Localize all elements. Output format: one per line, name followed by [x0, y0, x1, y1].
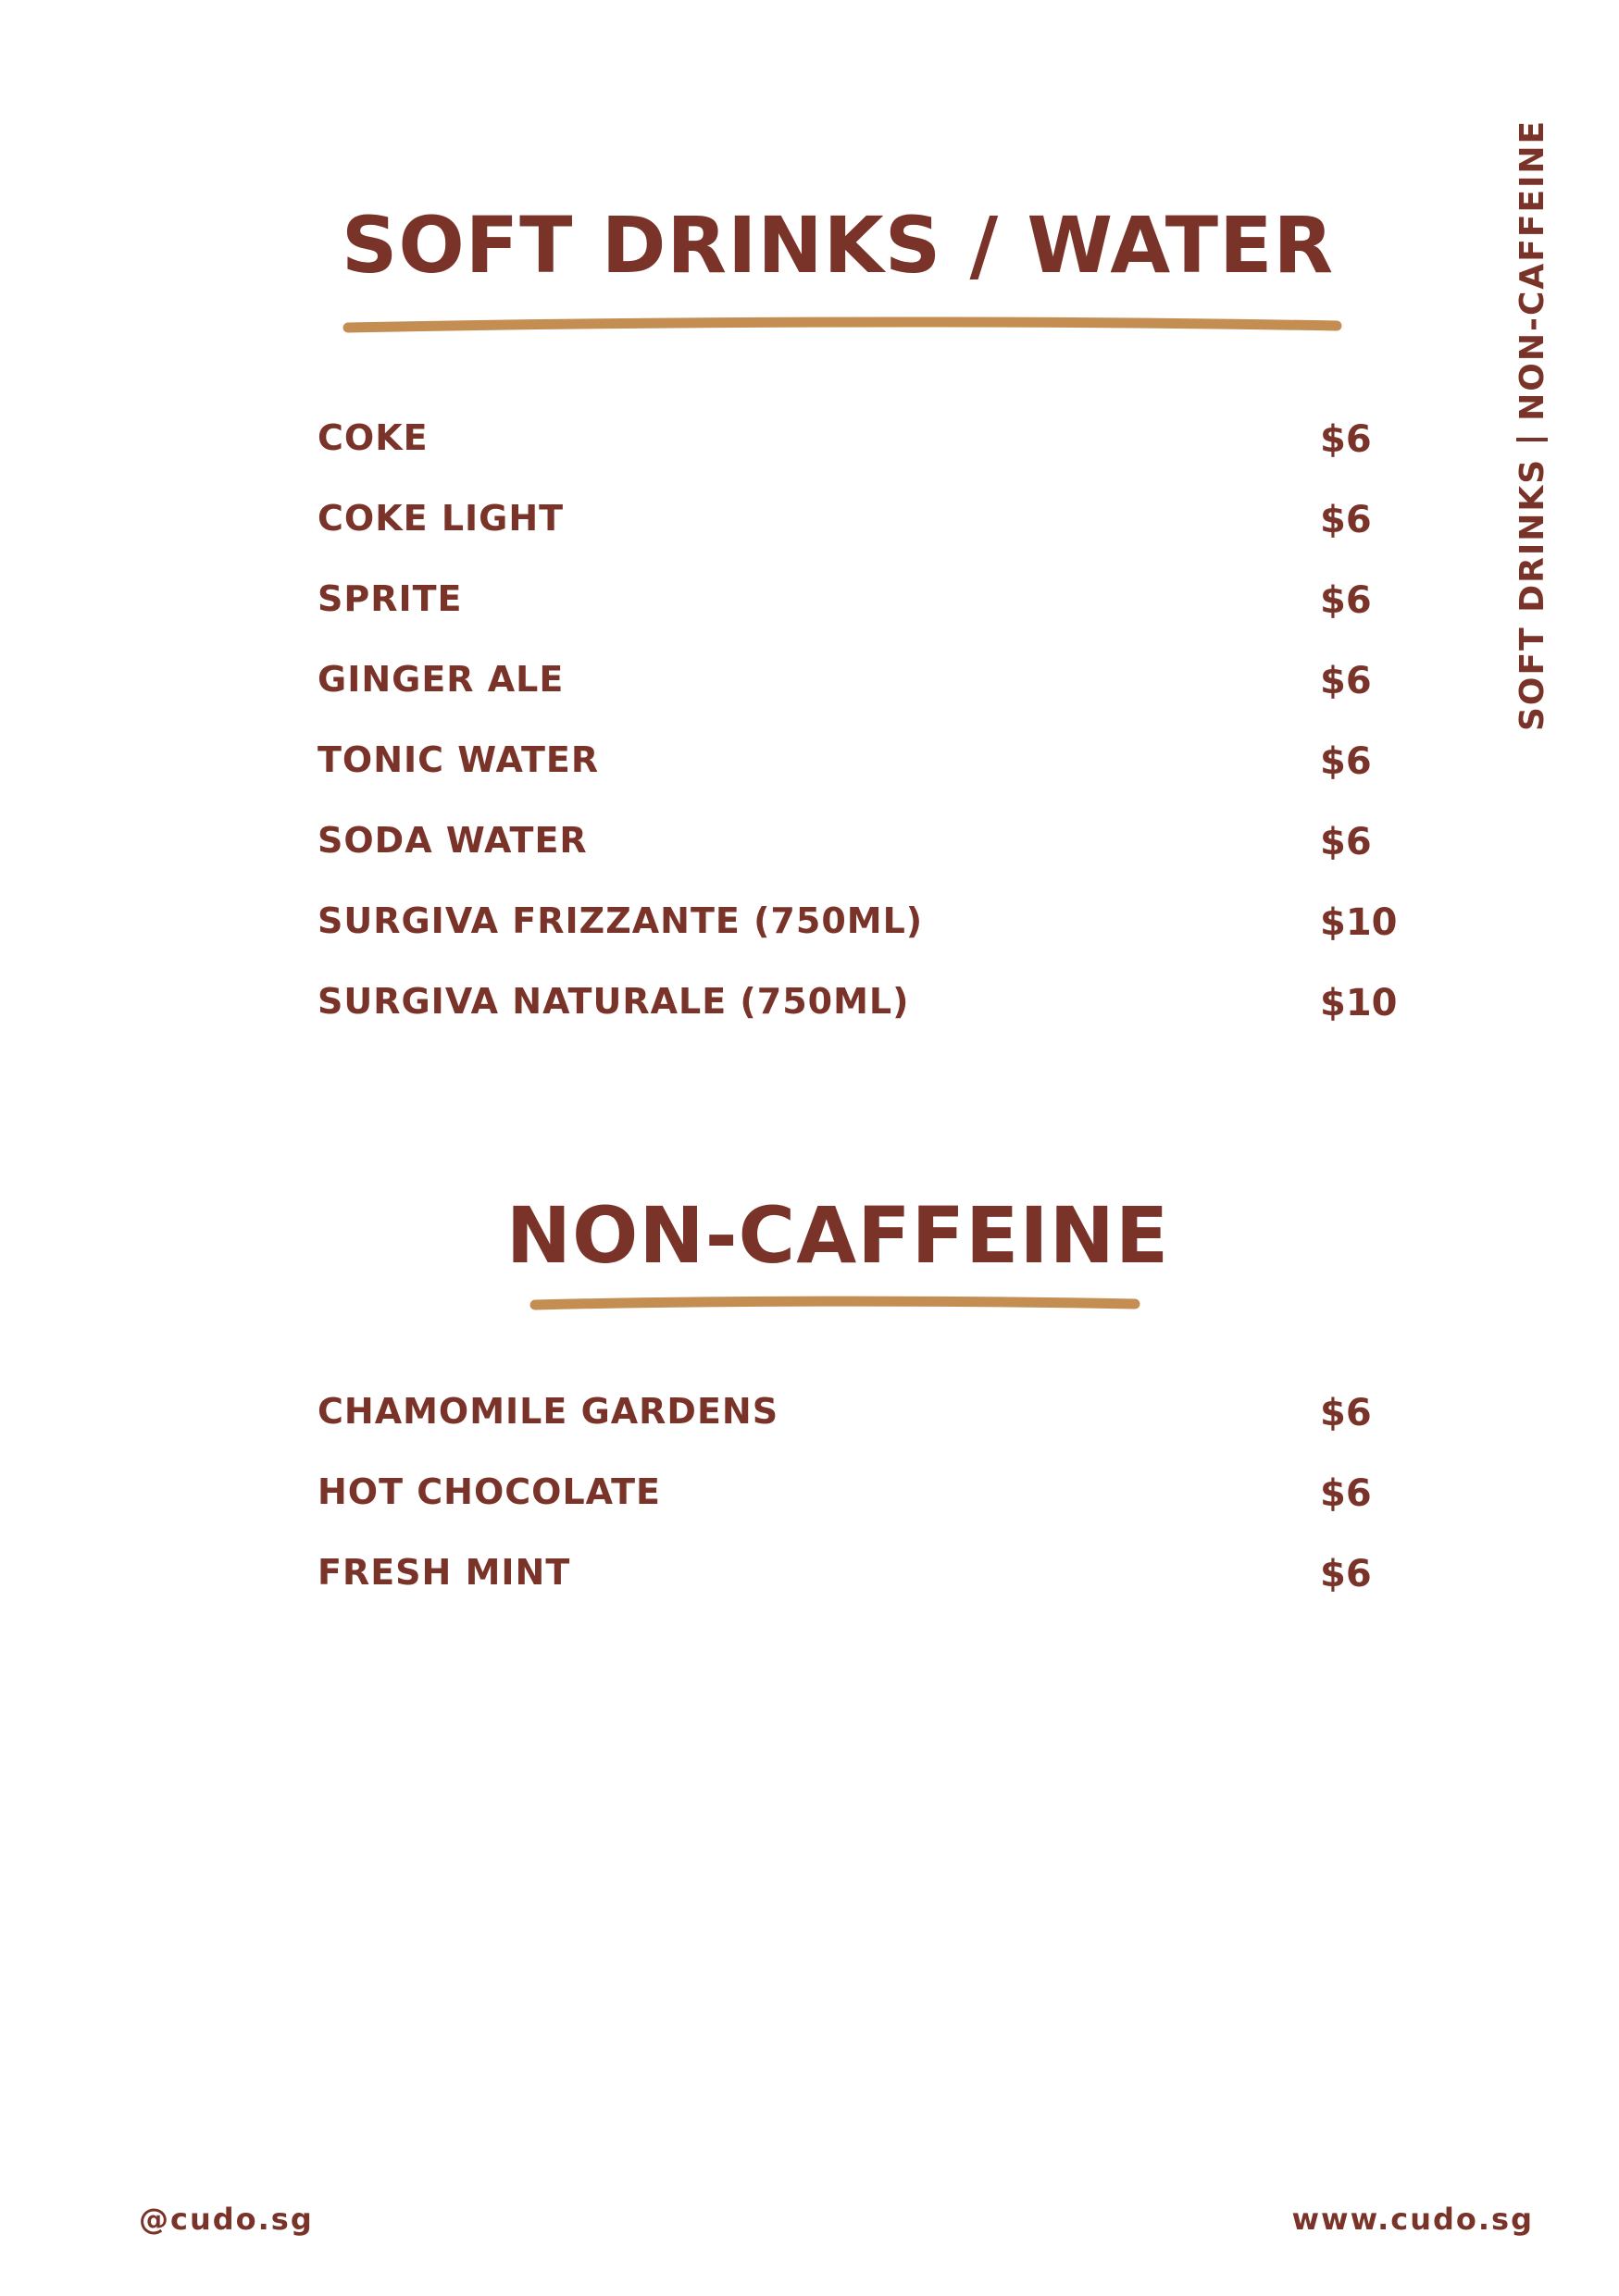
side-tab-divider	[1516, 438, 1548, 441]
menu-item	[318, 1388, 1391, 1469]
menu-item	[318, 415, 1391, 495]
menu-item-price: $6	[1320, 499, 1372, 541]
footer-instagram-handle: @cudo.sg	[139, 2202, 314, 2237]
menu-item-price: $6	[1320, 418, 1372, 461]
menu-item-price: $10	[1320, 901, 1398, 944]
menu-list-soft-drinks	[318, 415, 1398, 1059]
menu-item-name: SURGIVA FRIZZANTE (750ML)	[318, 900, 924, 941]
menu-item-name: HOT CHOCOLATE	[318, 1471, 661, 1512]
menu-item-name: CHAMOMILE GARDENS	[318, 1391, 779, 1432]
menu-list-non-caffeine	[318, 1388, 1391, 1630]
menu-item-name: FRESH MINT	[318, 1552, 571, 1593]
menu-item-price: $6	[1320, 1553, 1372, 1595]
menu-item-price: $6	[1320, 821, 1372, 863]
section-title-soft-drinks: SOFT DRINKS / WATER	[341, 200, 1335, 291]
menu-item-name: SPRITE	[318, 578, 463, 619]
menu-item-price: $6	[1320, 740, 1372, 783]
section-underline-soft-drinks	[342, 313, 1342, 341]
section-underline-non-caffeine	[529, 1293, 1140, 1317]
menu-item-name: SURGIVA NATURALE (750ML)	[318, 981, 910, 1022]
side-tab-soft-drinks: SOFT DRINKS	[1513, 457, 1551, 731]
menu-item	[318, 978, 1398, 1059]
menu-item-name: COKE	[318, 417, 429, 458]
menu-item	[318, 576, 1391, 656]
menu-item-name: GINGER ALE	[318, 659, 565, 700]
menu-item	[318, 1469, 1391, 1549]
menu-item-price: $6	[1320, 660, 1372, 702]
section-title-non-caffeine: NON-CAFFEINE	[505, 1190, 1170, 1281]
menu-item-price: $6	[1320, 579, 1372, 622]
menu-item-name: COKE LIGHT	[318, 498, 565, 539]
side-tab	[1509, 102, 1555, 731]
menu-item-price: $6	[1320, 1472, 1372, 1515]
menu-item	[318, 817, 1391, 898]
footer-website: www.cudo.sg	[1291, 2202, 1534, 2237]
menu-item	[318, 1549, 1391, 1630]
menu-item-name: SODA WATER	[318, 820, 588, 861]
side-tab-non-caffeine: NON-CAFFEINE	[1513, 118, 1551, 421]
menu-item-price: $10	[1320, 982, 1398, 1024]
menu-item	[318, 898, 1398, 978]
menu-item-name: TONIC WATER	[318, 739, 600, 780]
menu-item	[318, 737, 1391, 817]
menu-item-price: $6	[1320, 1392, 1372, 1434]
menu-item	[318, 495, 1391, 576]
menu-item	[318, 656, 1391, 737]
